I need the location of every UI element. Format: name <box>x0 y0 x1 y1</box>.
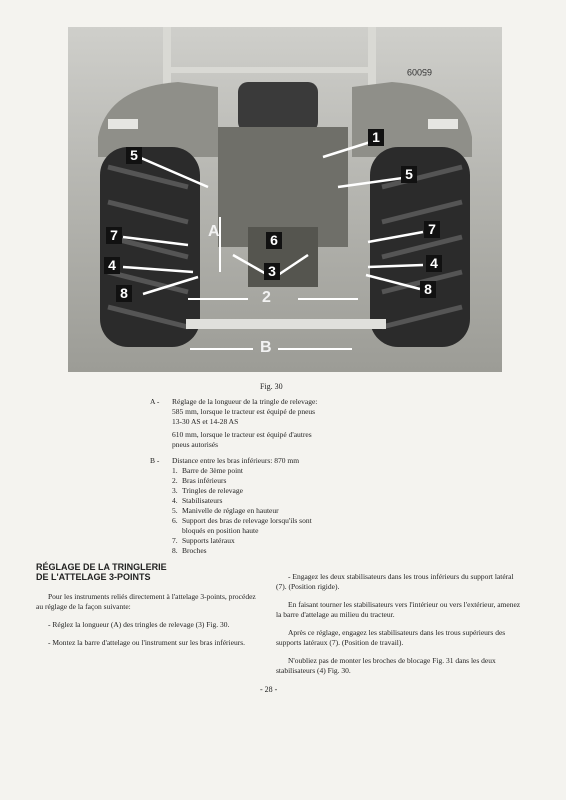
callout-4-right: 4 <box>426 255 442 272</box>
section-heading <box>36 562 256 582</box>
legend-b-title: Distance entre les bras inférieurs: 870 mm <box>172 456 300 465</box>
callout-5-left: 5 <box>126 147 142 164</box>
legend-a-line3: 610 mm, lorsque le tracteur est équipé d'autres <box>172 430 312 439</box>
legend-item: 2. Bras inférieurs <box>172 476 227 485</box>
legend-item: 8. Broches <box>172 546 207 555</box>
callout-2: 2 <box>262 289 271 306</box>
callout-B: B <box>260 339 272 356</box>
section-heading-line1: RÉGLAGE DE LA TRINGLERIE <box>36 562 167 572</box>
legend-b-key: B - <box>150 456 160 465</box>
page-number: - 28 - <box>260 685 278 694</box>
figure-caption: Fig. 30 <box>260 382 283 391</box>
text-column-left <box>36 562 256 656</box>
callout-5-right: 5 <box>401 166 417 183</box>
callout-1: 1 <box>368 129 384 146</box>
paragraph: En faisant tourner les stabilisateurs vers l'intérieur ou vers l'extérieur, amenez la barre d'attelage au milieu du tracteur. <box>276 600 521 619</box>
callout-8-left: 8 <box>116 285 132 302</box>
figure-legend <box>150 397 450 556</box>
legend-a-line1: 585 mm, lorsque le tracteur est équipé de pneus <box>172 407 316 416</box>
legend-item: 5. Manivelle de réglage en hauteur <box>172 506 279 515</box>
paragraph: Pour les instruments reliés directement à l'attelage 3-points, procédez au réglage de la façon suivante: <box>36 592 256 611</box>
legend-b <box>150 456 450 466</box>
paragraph: - Réglez la longueur (A) des tringles de relevage (3) Fig. 30. <box>48 620 230 629</box>
legend-item: bloqués en position haute <box>182 526 259 535</box>
legend-item: 6. Support des bras de relevage lorsqu'ils sont <box>172 516 312 525</box>
legend-a-key: A - <box>150 397 160 406</box>
photo-code: 65009 <box>406 67 432 77</box>
legend-a-line4: pneus autorisés <box>172 440 219 449</box>
callout-3: 3 <box>264 263 280 280</box>
legend-a-title: Réglage de la longueur de la tringle de relevage: <box>172 397 318 406</box>
legend-item: 3. Tringles de relevage <box>172 486 243 495</box>
paragraph: N'oubliez pas de monter les broches de blocage Fig. 31 dans les deux stabilisateurs (4) Fig. 30. <box>276 656 496 675</box>
legend-items <box>150 466 450 556</box>
callout-7-left: 7 <box>106 227 122 244</box>
text-column-right <box>276 572 522 684</box>
paragraph: Après ce réglage, engagez les stabilisateurs dans les trous supérieurs des supports latéraux (7). (Position de travail). <box>276 628 506 647</box>
legend-item: 1. Barre de 3ème point <box>172 466 244 475</box>
paragraph: - Montez la barre d'attelage ou l'instrument sur les bras inférieurs. <box>48 638 246 647</box>
callout-6: 6 <box>266 232 282 249</box>
section-heading-line2: DE L'ATTELAGE 3-POINTS <box>36 572 151 582</box>
callout-7-right: 7 <box>424 221 440 238</box>
legend-item: 4. Stabilisateurs <box>172 496 223 505</box>
paragraph: - Engagez les deux stabilisateurs dans les trous inférieurs du support latéral (7). (Position rigide). <box>276 572 514 591</box>
callout-8-right: 8 <box>420 281 436 298</box>
tractor-rear-photo <box>68 27 502 372</box>
legend-item: 7. Supports latéraux <box>172 536 235 545</box>
callout-4-left: 4 <box>104 257 120 274</box>
legend-a-line2: 13-30 AS et 14-28 AS <box>172 417 239 426</box>
legend-a <box>150 397 450 407</box>
callout-A: A <box>208 223 220 240</box>
tractor-illustration <box>68 27 502 372</box>
